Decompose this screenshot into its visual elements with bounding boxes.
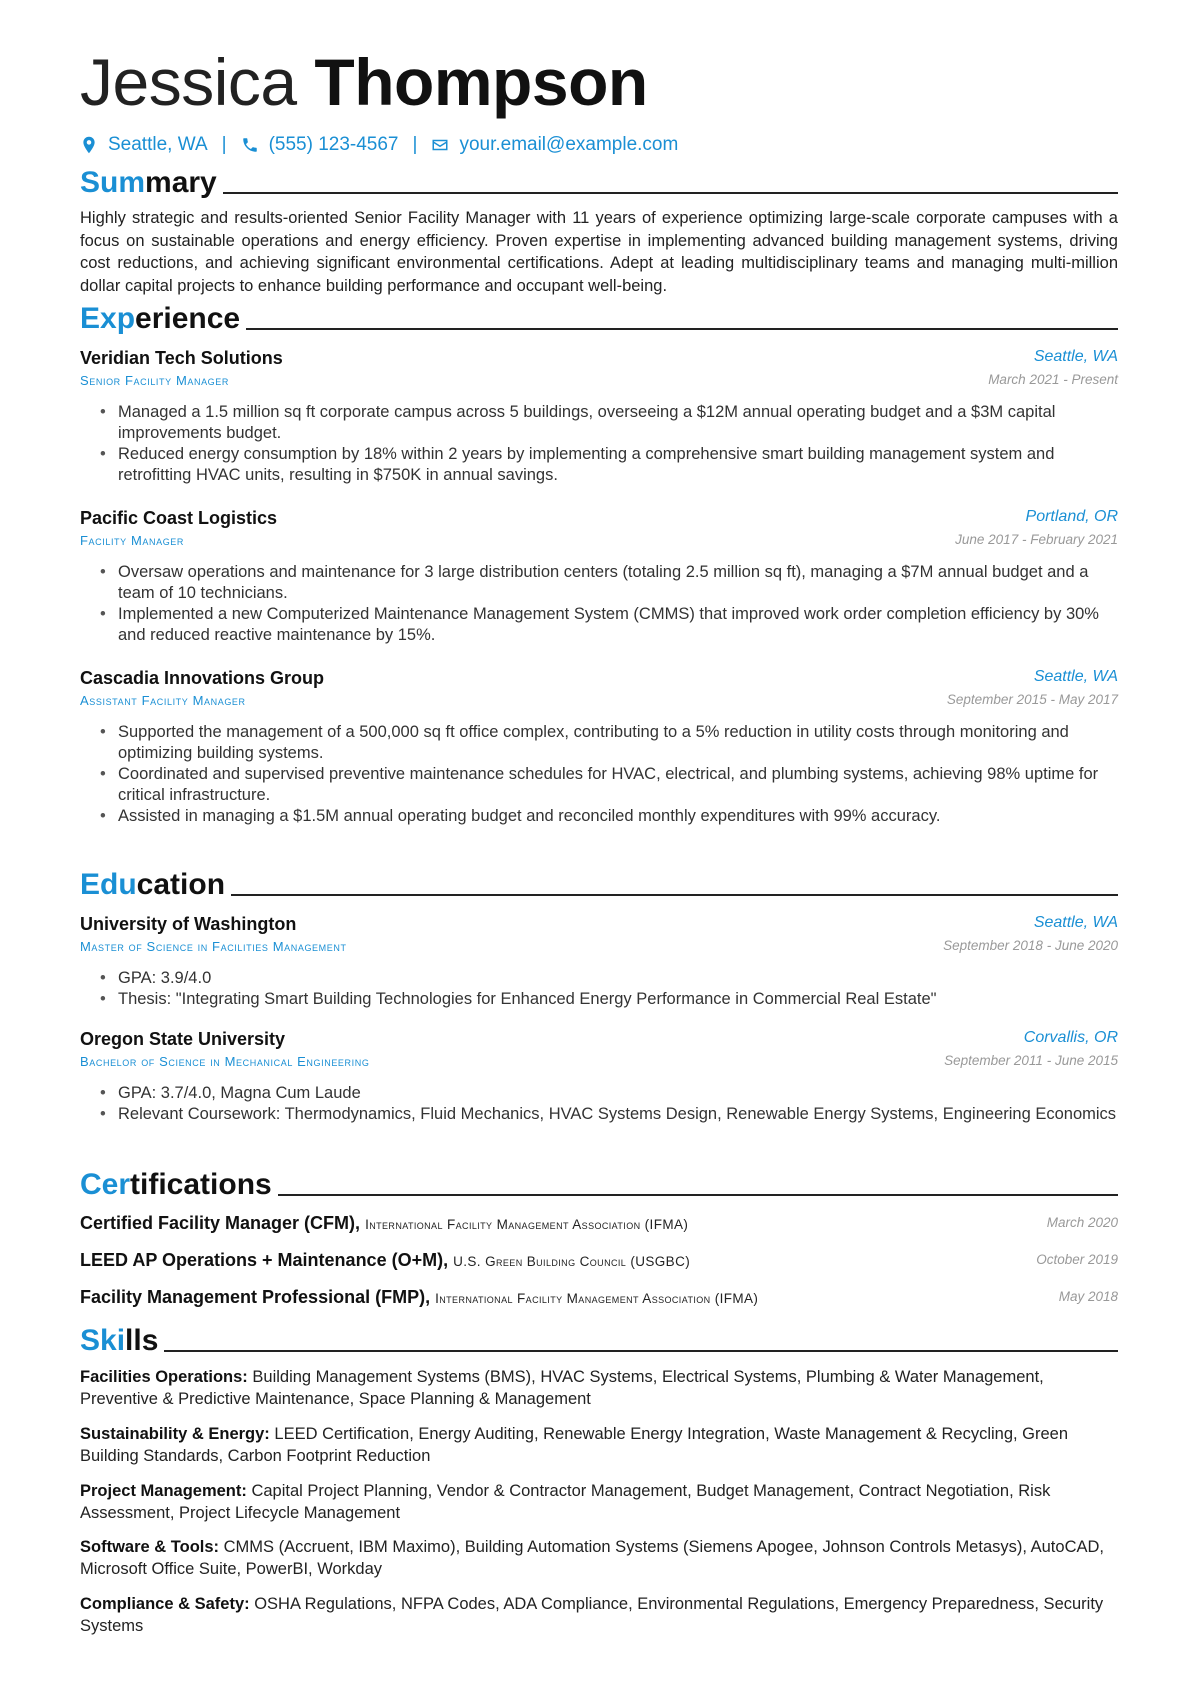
- skill-list: Capital Project Planning, Vendor & Contractor Management, Budget Management, Contract Negotiation, Risk Assessment, Project Lifecycle Management: [80, 1482, 1051, 1522]
- bullet-item: • Managed a 1.5 million sq ft corporate campus across 5 buildings, overseeing a $12M annual operating budget and a $3M capital improvements budget.: [100, 402, 1118, 444]
- skill-group: [80, 1593, 1118, 1637]
- certification-date: May 2018: [1058, 1289, 1118, 1304]
- skill-group: [80, 1480, 1118, 1524]
- bullet-item: • Assisted in managing a $1.5M annual operating budget and reconciled monthly expenditures with 99% accuracy.: [100, 806, 1118, 827]
- experience-heading: Experience: [80, 296, 1118, 336]
- education-bullets: [100, 1083, 1118, 1125]
- skill-label: Project Management:: [80, 1482, 247, 1500]
- education-heading: Education: [80, 862, 1118, 902]
- skill-list: Building Management Systems (BMS), HVAC Systems, Electrical Systems, Plumbing & Water Management, Preventive & Predictive Maintenance, Space Planning & Management: [80, 1368, 1044, 1408]
- job-bullets: [100, 402, 1118, 486]
- certification-entry: LEED AP Operations + Maintenance (O+M), U.S. Green Building Council (USGBC) October 2019: [80, 1250, 1118, 1270]
- candidate-name: [80, 42, 648, 122]
- skill-list: OSHA Regulations, NFPA Codes, ADA Compliance, Environmental Regulations, Emergency Preparedness, Security Systems: [80, 1595, 1104, 1635]
- location-text: Seattle, WA: [108, 134, 208, 155]
- skill-label: Compliance & Safety:: [80, 1595, 250, 1613]
- certification-entry: Certified Facility Manager (CFM), International Facility Management Association (IFMA) March 2020: [80, 1213, 1118, 1233]
- degree-title: Bachelor of Science in Mechanical Engineering: [80, 1054, 370, 1069]
- bullet-item: • Coordinated and supervised preventive maintenance schedules for HVAC, electrical, and plumbing systems, achieving 98% uptime for critical infrastructure.: [100, 764, 1118, 806]
- certification-issuer: International Facility Management Association (IFMA): [435, 1291, 759, 1306]
- degree-title: Master of Science in Facilities Management: [80, 939, 347, 954]
- skill-group: [80, 1536, 1118, 1580]
- certifications-heading: Certifications: [80, 1162, 1118, 1202]
- school-name: Oregon State University: [80, 1029, 286, 1049]
- email-text: your.email@example.com: [459, 134, 679, 155]
- section-rule: [164, 1350, 1118, 1352]
- map-pin-icon: [80, 136, 98, 154]
- job-bullets: [100, 562, 1118, 646]
- skill-label: Software & Tools:: [80, 1538, 220, 1556]
- bullet-item: • Oversaw operations and maintenance for 3 large distribution centers (totaling 2.5 million sq ft), managing a $7M annual budget and a team of 10 technicians.: [100, 562, 1118, 604]
- contact-line: [80, 134, 678, 156]
- job-location: Seattle, WA: [1033, 668, 1118, 685]
- job-dates: March 2021 - Present: [988, 372, 1118, 387]
- certification-issuer: U.S. Green Building Council (USGBC): [453, 1254, 691, 1269]
- bullet-item: • GPA: 3.9/4.0: [100, 968, 1118, 989]
- envelope-icon: [431, 136, 449, 154]
- employer-name: Cascadia Innovations Group: [80, 668, 325, 688]
- first-name: Jessica: [80, 45, 297, 119]
- bullet-item: • Supported the management of a 500,000 sq ft office complex, contributing to a 5% reduction in utility costs through monitoring and optimizing building systems.: [100, 722, 1118, 764]
- contact-phone[interactable]: [241, 134, 399, 156]
- contact-location: [80, 134, 208, 156]
- certification-date: October 2019: [1036, 1252, 1118, 1267]
- employer-name: Veridian Tech Solutions: [80, 348, 283, 368]
- certification-date: March 2020: [1046, 1215, 1118, 1230]
- job-location: Seattle, WA: [1033, 348, 1118, 365]
- job-dates: June 2017 - February 2021: [955, 532, 1118, 547]
- skill-list: CMMS (Accruent, IBM Maximo), Building Automation Systems (Siemens Apogee, Johnson Controls Metasys), AutoCAD, Microsoft Office Suite, PowerBI, Workday: [80, 1538, 1104, 1578]
- section-rule: [278, 1194, 1118, 1196]
- skill-list: LEED Certification, Energy Auditing, Renewable Energy Integration, Waste Management & Recycling, Green Building Standards, Carbon Footprint Reduction: [80, 1425, 1069, 1465]
- certification-issuer: International Facility Management Association (IFMA): [365, 1217, 689, 1232]
- section-rule: [231, 894, 1118, 896]
- bullet-item: • GPA: 3.7/4.0, Magna Cum Laude: [100, 1083, 1118, 1104]
- certification-name: LEED AP Operations + Maintenance (O+M): [80, 1250, 444, 1270]
- summary-heading: Summary: [80, 160, 1118, 200]
- summary-text: Highly strategic and results-oriented Senior Facility Manager with 11 years of experience optimizing large-scale corporate campuses with a focus on sustainable operations and energy efficiency. Proven expertise in implementing advanced building management systems, driving cost reductions, and achieving significant environmental certifications. Adept at leading multidisciplinary teams and managing multi-million dollar capital projects to enhance building performance and occupant well-being.: [80, 209, 1118, 295]
- skills-heading: Skills: [80, 1318, 1118, 1358]
- bullet-item: • Reduced energy consumption by 18% within 2 years by implementing a comprehensive smart building management system and retrofitting HVAC units, resulting in $750K in annual savings.: [100, 444, 1118, 486]
- section-rule: [223, 192, 1118, 194]
- job-location: Portland, OR: [1025, 508, 1118, 525]
- bullet-item: • Thesis: "Integrating Smart Building Technologies for Enhanced Energy Performance in Commercial Real Estate": [100, 989, 1118, 1010]
- last-name: Thompson: [314, 45, 648, 119]
- certification-name: Certified Facility Manager (CFM): [80, 1213, 356, 1233]
- job-dates: September 2015 - May 2017: [946, 692, 1118, 707]
- bullet-item: • Implemented a new Computerized Maintenance Management System (CMMS) that improved work order completion efficiency by 30% and reduced reactive maintenance by 15%.: [100, 604, 1118, 646]
- contact-email[interactable]: [431, 134, 678, 156]
- job-title: Facility Manager: [80, 533, 184, 548]
- section-rule: [246, 328, 1118, 330]
- school-name: University of Washington: [80, 914, 297, 934]
- certification-entry: Facility Management Professional (FMP), International Facility Management Association (IFMA) May 2018: [80, 1287, 1118, 1307]
- job-title: Senior Facility Manager: [80, 373, 229, 388]
- phone-icon: [241, 136, 259, 154]
- school-location: Seattle, WA: [1033, 914, 1118, 931]
- contact-separator: |: [412, 134, 418, 155]
- school-location: Corvallis, OR: [1023, 1029, 1118, 1046]
- skill-group: [80, 1366, 1118, 1410]
- job-title: Assistant Facility Manager: [80, 693, 246, 708]
- school-dates: September 2011 - June 2015: [944, 1053, 1118, 1068]
- employer-name: Pacific Coast Logistics: [80, 508, 278, 528]
- certification-name: Facility Management Professional (FMP): [80, 1287, 426, 1307]
- skill-group: [80, 1423, 1118, 1467]
- skill-label: Facilities Operations:: [80, 1368, 248, 1386]
- school-dates: September 2018 - June 2020: [943, 938, 1118, 953]
- contact-separator: |: [221, 134, 227, 155]
- skill-label: Sustainability & Energy:: [80, 1425, 270, 1443]
- job-bullets: [100, 722, 1118, 827]
- bullet-item: • Relevant Coursework: Thermodynamics, Fluid Mechanics, HVAC Systems Design, Renewable Energy Systems, Engineering Economics: [100, 1104, 1118, 1125]
- education-bullets: [100, 968, 1118, 1010]
- phone-text: (555) 123-4567: [268, 134, 399, 155]
